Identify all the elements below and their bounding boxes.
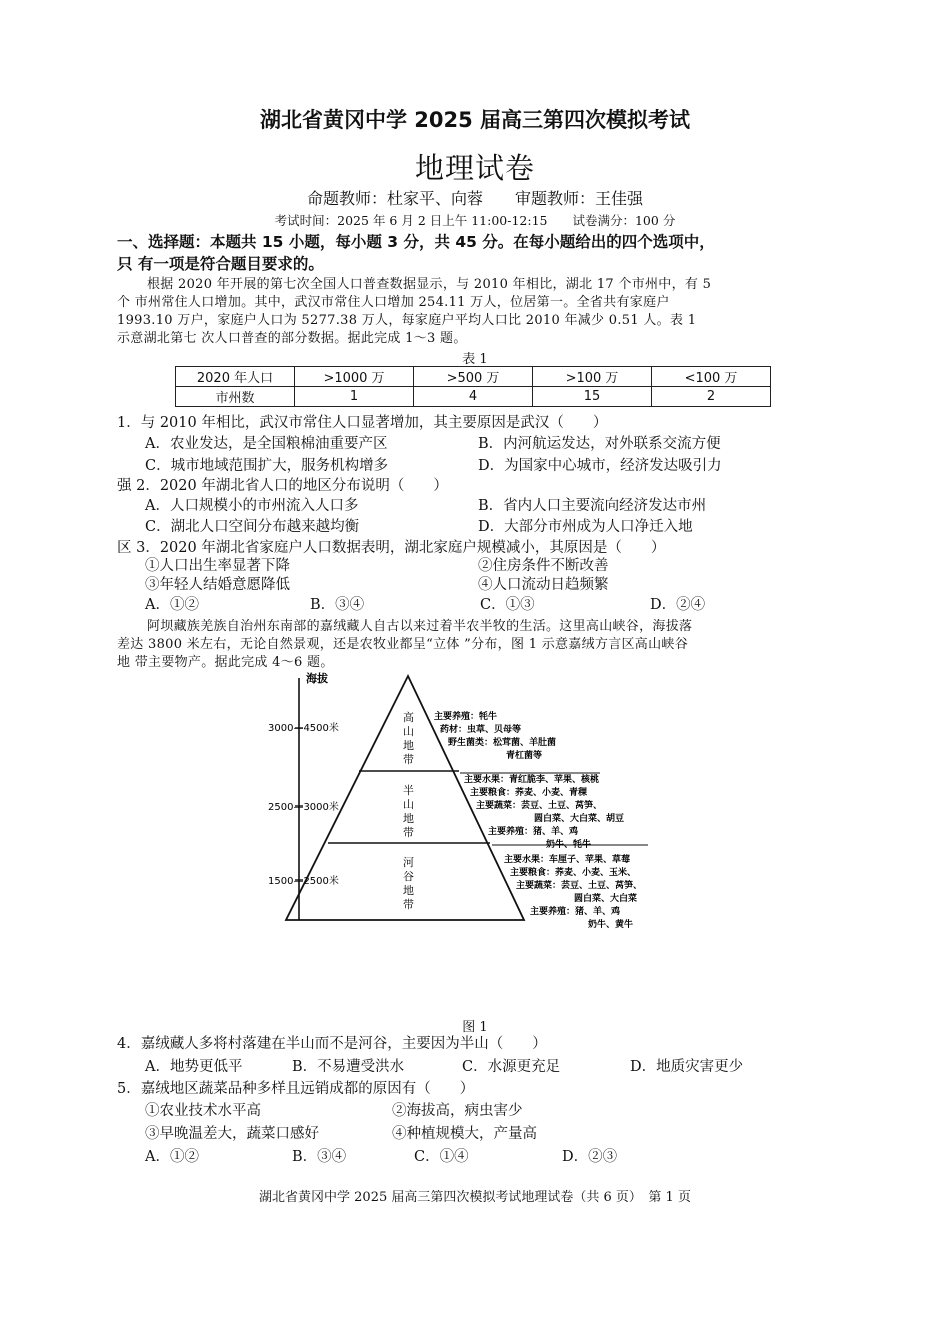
- table-1-cell: 4: [414, 387, 533, 407]
- product-line: 圆白菜、大白菜: [574, 894, 638, 904]
- question-3-option-c: C．①③: [480, 597, 535, 613]
- passage-1-line-2: 个 市州常住人口增加。其中，武汉市常住人口增加 254.11 万人，位居第一。全省共有家庭户: [117, 295, 670, 310]
- question-3-statement-1: ①人口出生率显著下降: [145, 558, 290, 574]
- product-line: 野生菌类：松茸菌、羊肚菌: [448, 738, 557, 748]
- table-1-header-cell: 2020 年人口: [176, 367, 295, 387]
- zone-range-label-high: 3000—4500米: [268, 723, 339, 734]
- passage-2-line-2: 差达 3800 米左右，无论自然景观，还是农牧业都呈“立体 ”分布，图 1 示意嘉绒方言区高山峡谷: [117, 637, 689, 652]
- table-1-header-cell: >500 万: [414, 367, 533, 387]
- question-5-statement-2: ②海拔高，病虫害少: [392, 1103, 523, 1119]
- question-5-statement-4: ④种植规模大，产量高: [392, 1126, 537, 1142]
- question-5-stem: 5．嘉绒地区蔬菜品种多样且远销成都的原因有（ ）: [117, 1081, 475, 1097]
- question-5-option-b: B．③④: [292, 1149, 347, 1165]
- page-footer: 湖北省黄冈中学 2025 届高三第四次模拟考试地理试卷（共 6 页） 第 1 页: [259, 1190, 691, 1205]
- passage-1-line-3: 1993.10 万户，家庭户人口为 5277.38 万人，每家庭户平均人口比 2010 年减少 0.51 人。表 1: [117, 313, 697, 328]
- question-5-option-d: D．②③: [562, 1149, 618, 1165]
- question-3-statement-4: ④人口流动日趋频繁: [478, 577, 609, 593]
- zone-name-char: 半: [403, 784, 414, 797]
- question-5-statement-1: ①农业技术水平高: [145, 1103, 261, 1119]
- zone-name-char: 河: [403, 856, 414, 869]
- product-line: 主要粮食：荞麦、小麦、玉米、: [510, 868, 637, 878]
- zone-name-char: 谷: [403, 870, 414, 883]
- question-4-option-c: C．水源更充足: [462, 1059, 561, 1075]
- product-line: 主要蔬菜：芸豆、土豆、莴笋、: [516, 881, 643, 891]
- question-3-statement-3: ③年轻人结婚意愿降低: [145, 577, 290, 593]
- table-1-cell: 15: [533, 387, 652, 407]
- question-3-option-d: D．②④: [650, 597, 706, 613]
- section-heading-line-1: 一、选择题：本题共 15 小题，每小题 3 分，共 45 分。在每小题给出的四个选项中，: [117, 233, 715, 251]
- product-line: 圆白菜、大白菜、胡豆: [534, 814, 625, 824]
- product-line: 主要蔬菜：芸豆、土豆、莴笋、: [476, 801, 603, 811]
- table-1-cell: 2: [652, 387, 771, 407]
- product-line: 奶牛、黄牛: [588, 920, 634, 930]
- zone-name-char: 地: [403, 812, 414, 825]
- question-1-option-d: D．为国家中心城市，经济发达吸引力: [478, 458, 722, 474]
- zone-name-char: 山: [403, 725, 414, 738]
- exam-title: 湖北省黄冈中学 2025 届高三第四次模拟考试: [259, 108, 691, 132]
- question-1-option-c: C．城市地域范围扩大，服务机构增多: [145, 458, 389, 474]
- question-3-stem: 区 3．2020 年湖北省家庭户人口数据表明，湖北家庭户规模减小，其原因是（ ）: [117, 540, 666, 556]
- subject-title: 地理试卷: [414, 151, 535, 185]
- figure-1-diagram: [262, 672, 710, 950]
- zone-products-valley: [504, 853, 642, 930]
- question-4-stem: 4．嘉绒藏人多将村落建在半山而不是河谷，主要因为半山（ ）: [117, 1036, 547, 1052]
- zone-name-char: 山: [403, 798, 414, 811]
- question-2-option-b: B．省内人口主要流向经济发达市州: [478, 498, 707, 514]
- product-line: 青杠菌等: [506, 751, 543, 761]
- figure-1-caption: 图 1: [462, 1020, 488, 1035]
- zone-name-char: 带: [403, 826, 414, 839]
- question-5-option-c: C．①④: [414, 1149, 469, 1165]
- question-2-option-c: C．湖北人口空间分布越来越均衡: [145, 519, 360, 535]
- question-4-option-a: A．地势更低平: [145, 1059, 243, 1075]
- zone-name-char: 地: [403, 739, 414, 752]
- passage-1-line-4: 示意湖北第七 次人口普查的部分数据。据此完成 1～3 题。: [117, 331, 467, 346]
- zone-name-char: 带: [403, 753, 414, 766]
- zone-name-valley: [403, 856, 414, 911]
- product-line: 主要水果：车厘子、苹果、草莓: [504, 855, 631, 865]
- table-1-caption: 表 1: [462, 352, 488, 367]
- product-line: 主要粮食：荞麦、小麦、青稞: [470, 788, 588, 798]
- question-5-statement-3: ③早晚温差大，蔬菜口感好: [145, 1126, 319, 1142]
- table-1-cell: 市州数: [176, 387, 295, 407]
- question-3-option-a: A．①②: [145, 597, 199, 613]
- zone-range-label-mid: 2500—3000米: [268, 802, 339, 813]
- exam-info-line: 考试时间：2025 年 6 月 2 日上午 11:00-12:15 试卷满分：100 分: [274, 213, 676, 228]
- zone-range-label-valley: 1500—2500米: [268, 876, 339, 887]
- product-line: 药材：虫草、贝母等: [440, 725, 522, 735]
- question-5-option-a: A．①②: [145, 1149, 199, 1165]
- zone-name-char: 高: [403, 711, 414, 724]
- passage-2: [117, 618, 837, 672]
- section-heading: [117, 231, 852, 275]
- altitude-axis-label: 海拔: [306, 672, 328, 685]
- zone-products-mid: [464, 773, 624, 850]
- question-2-option-a: A．人口规模小的市州流入人口多: [145, 498, 359, 514]
- zone-name-mid: [403, 783, 414, 839]
- table-1-header-cell: >100 万: [533, 367, 652, 387]
- section-heading-line-2: 只 有一项是符合题目要求的。: [117, 255, 324, 273]
- zone-products-high: [434, 710, 556, 761]
- question-1-option-b: B．内河航运发达，对外联系交流方便: [478, 436, 721, 452]
- question-3-option-b: B．③④: [310, 597, 365, 613]
- passage-1: [117, 276, 837, 348]
- question-4-option-b: B．不易遭受洪水: [292, 1059, 405, 1075]
- table-1-header-cell: >1000 万: [295, 367, 414, 387]
- passage-1-line-1: 根据 2020 年开展的第七次全国人口普查数据显示，与 2010 年相比，湖北 17 个市州中，有 5: [147, 277, 712, 292]
- table-1-header-cell: <100 万: [652, 367, 771, 387]
- product-line: 主要养殖：猪、羊、鸡: [530, 907, 621, 917]
- question-2-option-d: D．大部分市州成为人口净迁入地: [478, 519, 693, 535]
- product-line: 主要养殖：猪、羊、鸡: [488, 827, 579, 837]
- table-1-header-row: [176, 367, 771, 387]
- zone-name-char: 地: [403, 884, 414, 897]
- question-2-stem: 强 2．2020 年湖北省人口的地区分布说明（ ）: [117, 478, 448, 494]
- zone-name-high: [403, 710, 414, 766]
- question-1-option-a: A．农业发达，是全国粮棉油重要产区: [145, 436, 388, 452]
- table-1-cell: 1: [295, 387, 414, 407]
- authors-line: 命题教师：杜家平、向蓉 审题教师：王佳强: [306, 189, 643, 208]
- passage-2-line-1: 阿坝藏族羌族自治州东南部的嘉绒藏人自古以来过着半农半牧的生活。这里高山峡谷，海拔落: [147, 619, 693, 634]
- product-line: 主要水果：青红脆李、苹果、核桃: [464, 775, 600, 785]
- table-1-data-row: [176, 387, 771, 407]
- passage-2-line-3: 地 带主要物产。据此完成 4～6 题。: [117, 655, 334, 670]
- question-4-option-d: D．地质灾害更少: [630, 1059, 744, 1075]
- question-1-stem: 1．与 2010 年相比，武汉市常住人口显著增加，其主要原因是武汉（ ）: [117, 415, 608, 431]
- table-1: [175, 366, 771, 407]
- product-line: 主要养殖：牦牛: [434, 712, 498, 722]
- question-3-statement-2: ②住房条件不断改善: [478, 558, 609, 574]
- zone-name-char: 带: [403, 898, 414, 911]
- product-line: 奶牛、牦牛: [546, 840, 592, 850]
